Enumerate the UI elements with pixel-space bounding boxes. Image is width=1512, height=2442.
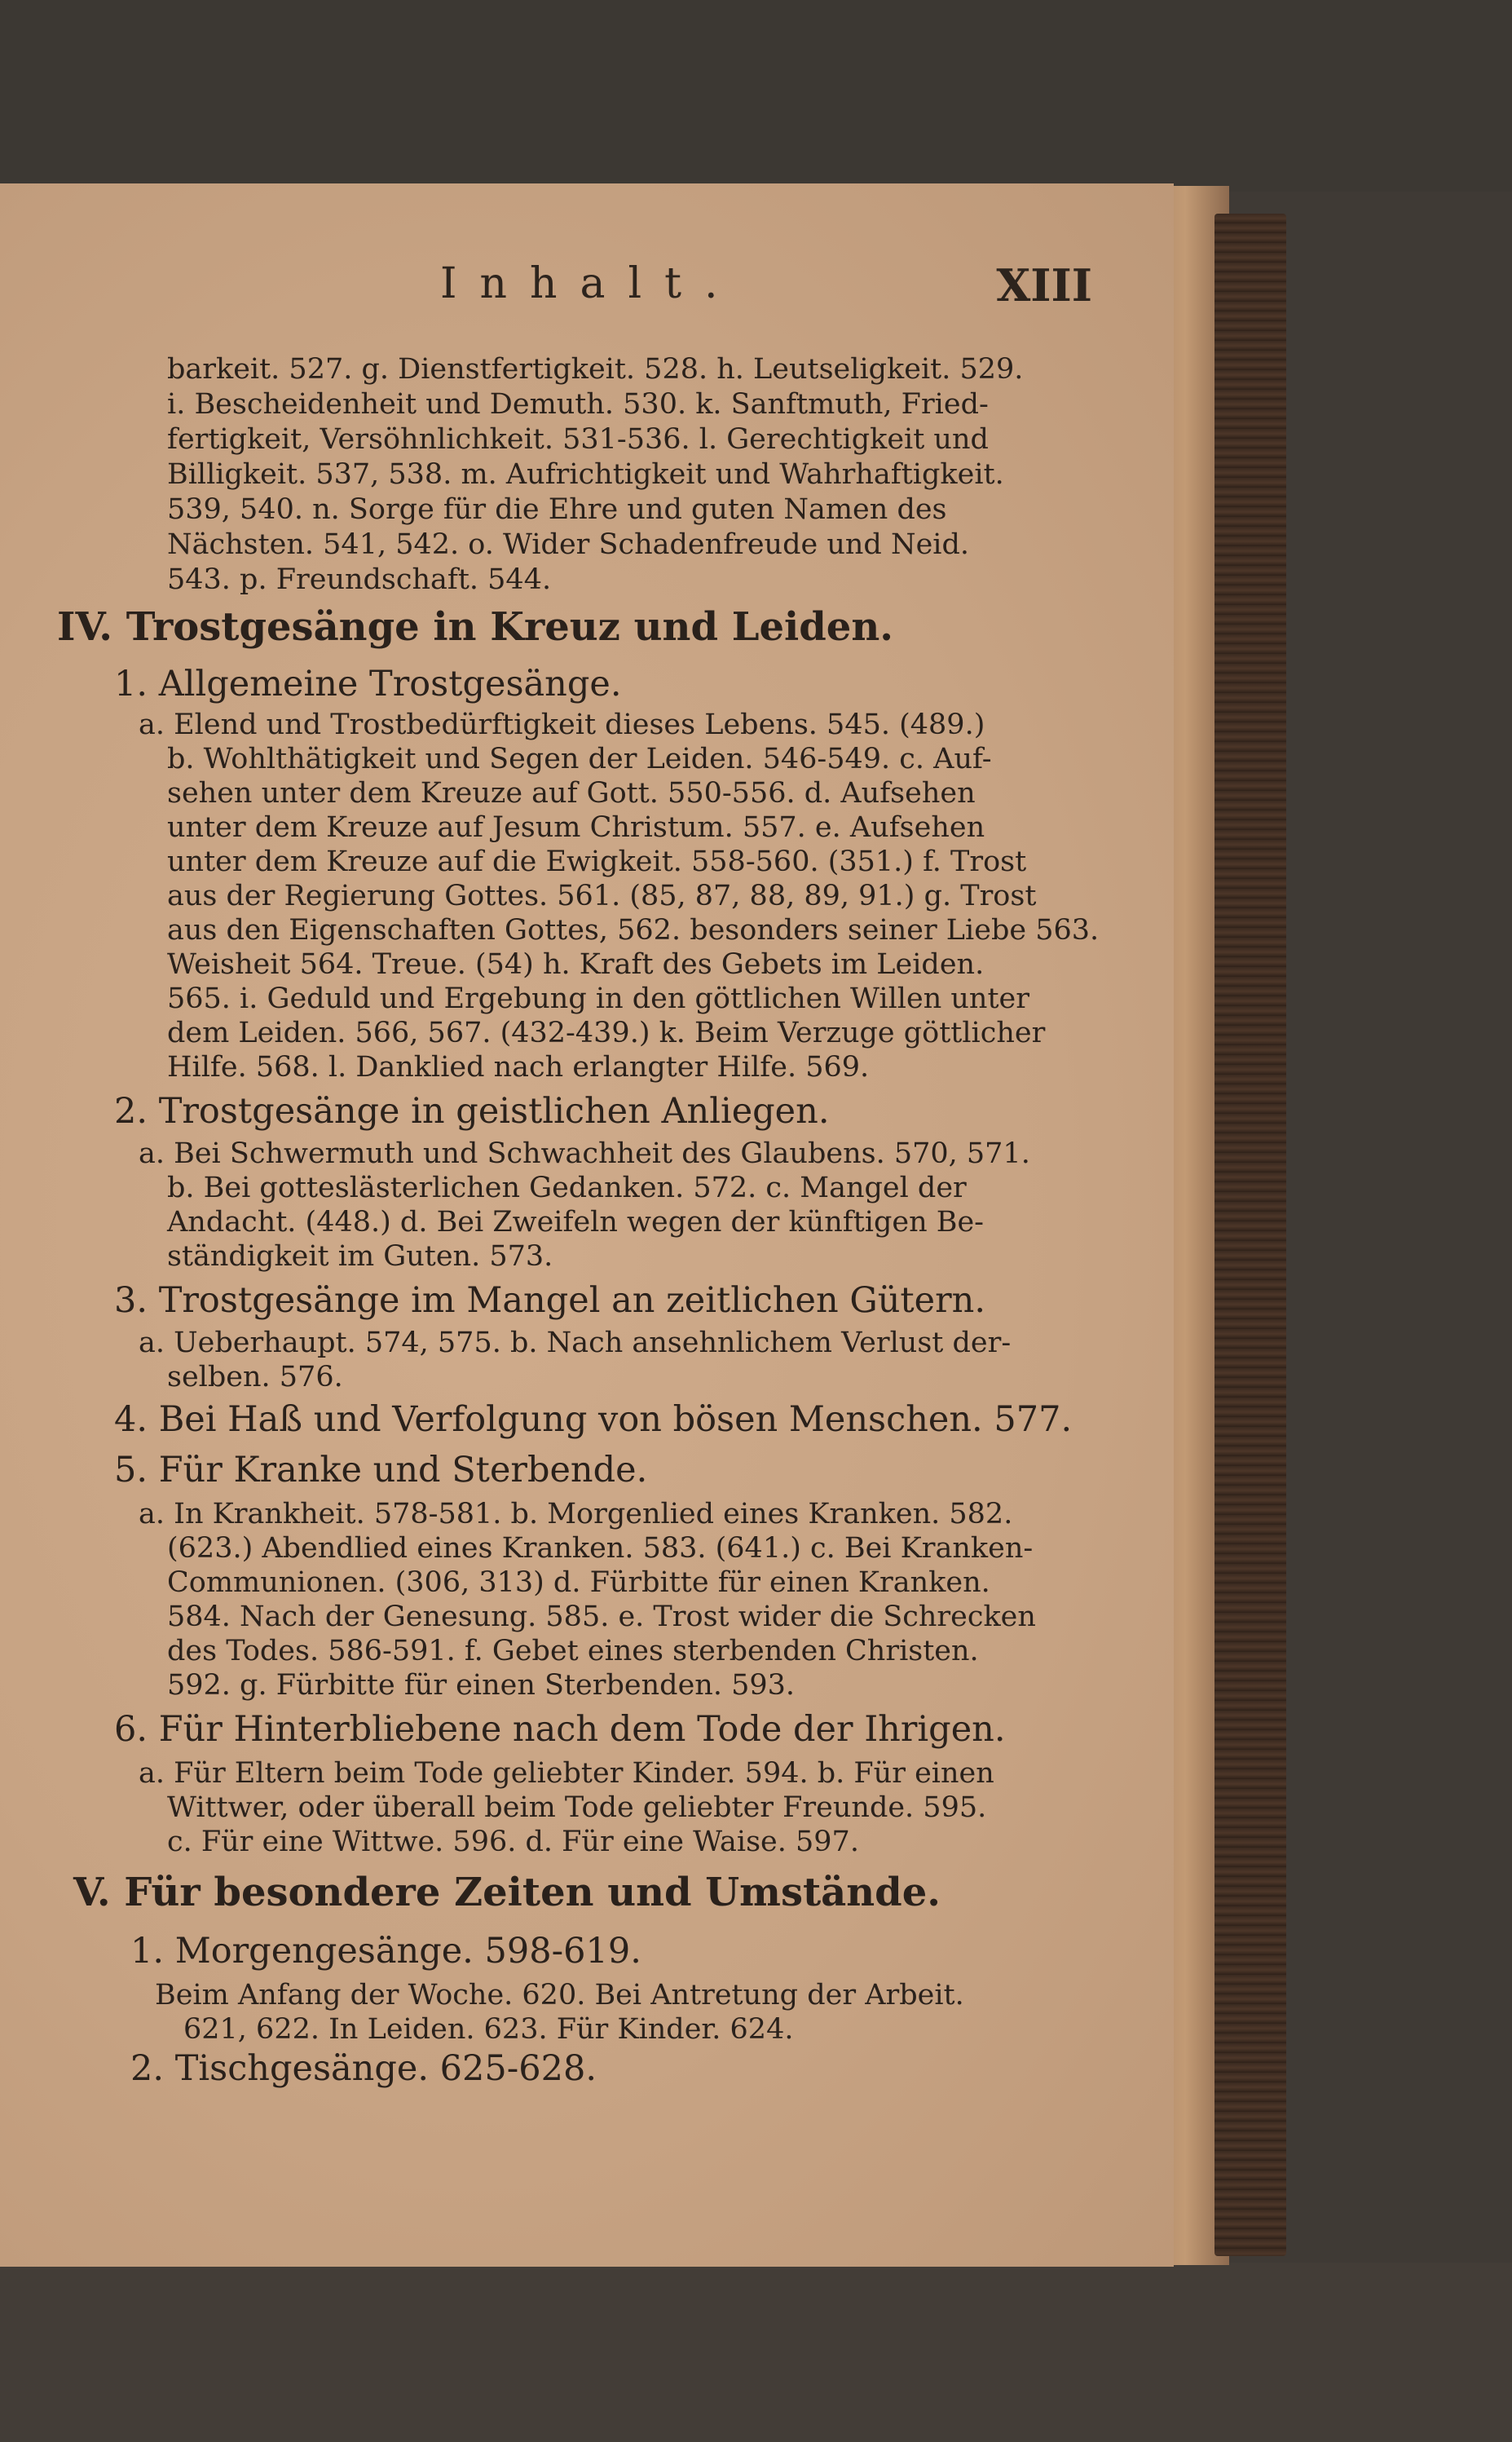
toc-line: 543. p. Freundschaft. 544.: [167, 563, 552, 596]
subsection-heading: 1. Allgemeine Trostgesänge.: [114, 664, 622, 704]
toc-line: aus den Eigenschaften Gottes, 562. besonders seiner Liebe 563.: [167, 914, 1100, 947]
toc-line: Andacht. (448.) d. Bei Zweifeln wegen der künftigen Be-: [167, 1206, 985, 1239]
toc-line: a. Bei Schwermuth und Schwachheit des Glaubens. 570, 571.: [139, 1137, 1030, 1170]
toc-line: dem Leiden. 566, 567. (432-439.) k. Beim Verzuge göttlicher: [167, 1017, 1046, 1049]
page-header: [440, 259, 1092, 311]
toc-line: Hilfe. 568. l. Danklied nach erlangter Hilfe. 569.: [167, 1051, 870, 1084]
toc-line: (623.) Abendlied eines Kranken. 583. (641.) c. Bei Kranken-: [167, 1532, 1034, 1565]
toc-line: 539, 540. n. Sorge für die Ehre und guten Namen des: [167, 493, 947, 526]
toc-line: Weisheit 564. Treue. (54) h. Kraft des Gebets im Leiden.: [167, 948, 985, 981]
toc-line: sehen unter dem Kreuze auf Gott. 550-556. d. Aufsehen: [167, 777, 976, 810]
subsection-heading: 2. Trostgesänge in geistlichen Anliegen.: [114, 1091, 830, 1132]
subsection-heading: 3. Trostgesänge im Mangel an zeitlichen Gütern.: [114, 1280, 986, 1321]
toc-line: 592. g. Fürbitte für einen Sterbenden. 593.: [167, 1669, 795, 1702]
background-bottom: [0, 2263, 1512, 2442]
toc-line: Beim Anfang der Woche. 620. Bei Antretung der Arbeit.: [155, 1979, 964, 2011]
toc-line: unter dem Kreuze auf die Ewigkeit. 558-560. (351.) f. Trost: [167, 846, 1027, 878]
subsection-heading: 4. Bei Haß und Verfolgung von bösen Menschen. 577.: [114, 1399, 1073, 1440]
section-heading: V. Für besondere Zeiten und Umstände.: [73, 1870, 941, 1915]
toc-line: barkeit. 527. g. Dienstfertigkeit. 528. h. Leutseligkeit. 529.: [167, 353, 1024, 386]
toc-line: Billigkeit. 537, 538. m. Aufrichtigkeit und Wahrhaftigkeit.: [167, 458, 1004, 491]
toc-line: unter dem Kreuze auf Jesum Christum. 557. e. Aufsehen: [167, 811, 985, 844]
toc-line: a. Elend und Trostbedürftigkeit dieses Lebens. 545. (489.): [139, 709, 985, 741]
toc-line: Nächsten. 541, 542. o. Wider Schadenfreude und Neid.: [167, 528, 970, 561]
toc-line: aus der Regierung Gottes. 561. (85, 87, 88, 89, 91.) g. Trost: [167, 880, 1037, 912]
toc-line: Wittwer, oder überall beim Tode geliebter Freunde. 595.: [167, 1791, 987, 1824]
subsection-heading: 6. Für Hinterbliebene nach dem Tode der Ihrigen.: [114, 1709, 1006, 1750]
toc-line: a. In Krankheit. 578-581. b. Morgenlied eines Kranken. 582.: [139, 1498, 1013, 1530]
background-top: [0, 0, 1512, 192]
toc-line: 621, 622. In Leiden. 623. Für Kinder. 624.: [183, 2013, 794, 2046]
toc-line: a. Ueberhaupt. 574, 575. b. Nach ansehnlichem Verlust der-: [139, 1327, 1012, 1359]
toc-line: des Todes. 586-591. f. Gebet eines sterbenden Christen.: [167, 1635, 979, 1667]
toc-line: c. Für eine Wittwe. 596. d. Für eine Waise. 597.: [167, 1826, 859, 1858]
toc-line: 584. Nach der Genesung. 585. e. Trost wider die Schrecken: [167, 1601, 1036, 1633]
toc-line: selben. 576.: [167, 1361, 343, 1393]
toc-line: Communionen. (306, 313) d. Fürbitte für einen Kranken.: [167, 1566, 990, 1599]
toc-line: b. Wohlthätigkeit und Segen der Leiden. 546-549. c. Auf-: [167, 743, 992, 775]
toc-line: ständigkeit im Guten. 573.: [167, 1240, 553, 1273]
toc-line: 565. i. Geduld und Ergebung in den göttlichen Willen unter: [167, 983, 1029, 1015]
toc-line: b. Bei gotteslästerlichen Gedanken. 572. c. Mangel der: [167, 1172, 967, 1204]
page-number: XIII: [996, 259, 1092, 311]
subsection-heading: 2. Tischgesänge. 625-628.: [130, 2048, 597, 2089]
running-title: Inhalt.: [440, 259, 741, 308]
section-heading: IV. Trostgesänge in Kreuz und Leiden.: [57, 604, 893, 650]
toc-line: a. Für Eltern beim Tode geliebter Kinder. 594. b. Für einen: [139, 1757, 994, 1790]
toc-line: fertigkeit, Versöhnlichkeit. 531-536. l. Gerechtigkeit und: [167, 423, 989, 456]
toc-line: i. Bescheidenheit und Demuth. 530. k. Sanftmuth, Fried-: [167, 388, 989, 421]
subsection-heading: 1. Morgengesänge. 598-619.: [130, 1931, 641, 1972]
book-cover-spine: [1214, 214, 1286, 2256]
subsection-heading: 5. Für Kranke und Sterbende.: [114, 1450, 648, 1490]
